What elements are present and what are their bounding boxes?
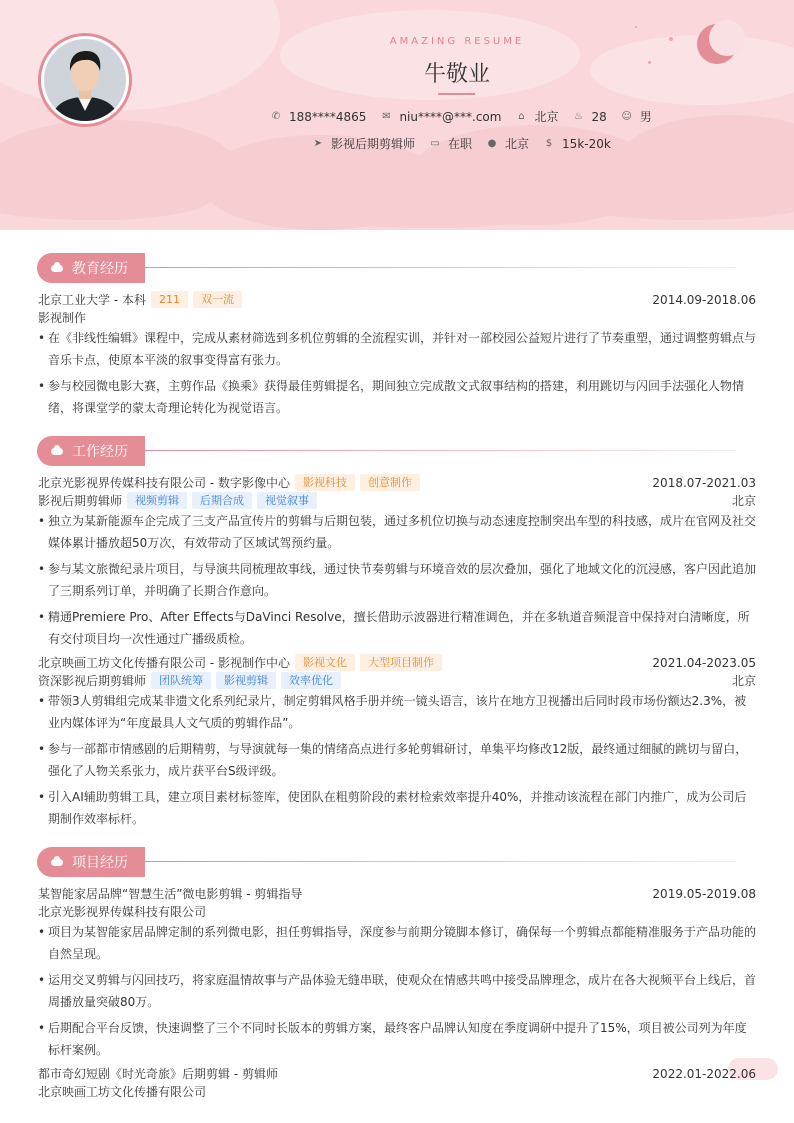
work-company-row: [38, 654, 756, 671]
major: 影视制作: [38, 311, 87, 325]
work-date: 2021.04-2023.05: [652, 655, 756, 670]
cloud-icon: [51, 448, 63, 455]
section-title: 工作经历: [72, 444, 128, 460]
education-header: [38, 291, 756, 308]
project-title: 某智能家居品牌“智慧生活”微电影剪辑 - 剪辑指导: [38, 887, 303, 901]
location-icon: ●: [487, 138, 497, 149]
star-icon: [635, 26, 637, 28]
phone-icon: ✆: [271, 111, 281, 122]
work-bullet: • 独立为某新能源车企完成了三支产品宣传片的剪辑与后期包装，通过多机位切换与动态速度控制突出车型的科技感，成片在官网及社交媒体累计播放超50万次，有效带动了区域试驾预约量。: [38, 510, 756, 554]
section-education: [37, 253, 757, 285]
email: niu****@***.com: [399, 109, 502, 124]
section-divider: [145, 450, 735, 451]
cake-icon: ♨: [573, 111, 583, 122]
job-intent-row: [311, 135, 624, 152]
work-role-row: [38, 672, 756, 689]
cloud-icon: [51, 265, 63, 272]
company-name: 北京光影视界传媒科技有限公司 - 数字影像中心: [38, 476, 290, 490]
section-title: 教育经历: [72, 261, 128, 277]
briefcase-icon: ▭: [430, 138, 440, 149]
section-divider: [145, 267, 735, 268]
project-org-row: [38, 1083, 756, 1100]
header-bottom: [0, 200, 794, 240]
school-tag: 211: [151, 291, 188, 308]
send-icon: ➤: [313, 138, 323, 149]
age: 28: [591, 109, 607, 124]
target-position: 影视后期剪辑师: [331, 137, 416, 151]
skill-tag: 视频剪辑: [127, 492, 187, 509]
resume-subtitle: AMAZING RESUME: [389, 36, 525, 47]
section-title: 项目经历: [72, 855, 128, 871]
skill-tag: 影视剪辑: [216, 672, 276, 689]
project-title-row: [38, 1065, 756, 1082]
job-role: 资深影视后期剪辑师: [38, 674, 147, 688]
work-bullet: • 参与某文旅微纪录片项目，与导演共同梳理故事线，通过快节奏剪辑与环境音效的层次叠加，强化了地域文化的沉浸感，客户因此追加了三期系列订单，并明确了长期合作意向。: [38, 558, 756, 602]
job-status: 在职: [448, 137, 473, 151]
project-bullet: • 项目为某智能家居品牌定制的系列微电影，担任剪辑指导，深度参与前期分镜脚本修订，确保每一个剪辑点都能精准服务于产品功能的自然呈现。: [38, 921, 756, 965]
work-bullet: • 参与一部都市情感剧的后期精剪，与导演就每一集的情绪高点进行多轮剪辑研讨，单集平均修改12版，最终通过细腻的跳切与留白，强化了人物关系张力，成片获平台S级评级。: [38, 738, 756, 782]
project-date: 2022.01-2022.06: [652, 1066, 756, 1081]
mail-icon: ✉: [382, 111, 391, 122]
section-work: [37, 436, 757, 468]
project-title-row: [38, 885, 756, 902]
job-role: 影视后期剪辑师: [38, 494, 123, 508]
candidate-name: 牛敬业: [423, 62, 490, 87]
project-org: 北京映画工坊文化传播有限公司: [38, 1085, 207, 1099]
education-bullet: • 参与校园微电影大赛，主剪作品《换乘》获得最佳剪辑提名，期间独立完成散文式叙事结构的搭建，利用跳切与闪回手法强化人物情绪，将课堂学的蒙太奇理论转化为视觉语言。: [38, 375, 756, 419]
work-bullet: • 带领3人剪辑组完成某非遗文化系列纪录片，制定剪辑风格手册并统一镜头语言，该片在地方卫视播出后同时段市场份额达2.3%，被业内媒体评为“年度最具人文气质的剪辑作品”。: [38, 690, 756, 734]
work-city: 北京: [731, 674, 756, 688]
gender: 男: [639, 110, 652, 124]
project-bullet: • 运用交叉剪辑与闪回技巧，将家庭温情故事与产品体验无缝串联，使观众在情感共鸣中接受品牌理念，成片在各大视频平台上线后，首周播放量突破80万。: [38, 969, 756, 1013]
residence: 北京: [534, 110, 559, 124]
project-org-row: [38, 903, 756, 920]
cloud-icon: [51, 859, 63, 866]
work-bullet: • 精通Premiere Pro、After Effects与DaVinci Resolve，擅长借助示波器进行精准调色，并在多轨道音频混音中保持对白清晰度，所有交付项目均一次性通过广播级质检。: [38, 606, 756, 650]
section-divider: [145, 861, 735, 862]
work-bullet: • 引入AI辅助剪辑工具，建立项目素材标签库，使团队在粗剪阶段的素材检索效率提升40%，并推动该流程在部门内推广，成为公司后期制作效率标杆。: [38, 786, 756, 830]
company-tag: 创意制作: [360, 474, 420, 491]
skill-tag: 团队统筹: [151, 672, 211, 689]
school-tag: 双一流: [193, 291, 242, 308]
work-company-row: [38, 474, 756, 491]
company-tag: 影视文化: [295, 654, 355, 671]
target-city: 北京: [505, 137, 530, 151]
education-major-row: [38, 309, 756, 326]
company-tag: 影视科技: [295, 474, 355, 491]
work-date: 2018.07-2021.03: [652, 475, 756, 490]
contact-row: [269, 108, 665, 125]
project-date: 2019.05-2019.08: [652, 886, 756, 901]
project-title: 都市奇幻短剧《时光奇旅》后期剪辑 - 剪辑师: [38, 1067, 278, 1081]
skill-tag: 视觉叙事: [257, 492, 317, 509]
company-tag: 大型项目制作: [360, 654, 442, 671]
smile-icon: ☺: [621, 111, 632, 122]
money-icon: $: [545, 138, 553, 149]
skill-tag: 后期合成: [192, 492, 252, 509]
work-city: 北京: [731, 494, 756, 508]
name-underline: [438, 93, 475, 95]
expected-salary: 15k-20k: [562, 136, 611, 151]
phone-number: 188****4865: [289, 109, 367, 124]
section-projects: [37, 847, 757, 879]
school-name: 北京工业大学 - 本科: [38, 293, 146, 307]
project-org: 北京光影视界传媒科技有限公司: [38, 905, 207, 919]
company-name: 北京映画工坊文化传播有限公司 - 影视制作中心: [38, 656, 290, 670]
education-bullet: • 在《非线性编辑》课程中，完成从素材筛选到多机位剪辑的全流程实训，并针对一部校园公益短片进行了节奏重塑，通过调整剪辑点与音乐卡点，使原本平淡的叙事变得富有张力。: [38, 327, 756, 371]
education-date: 2014.09-2018.06: [652, 292, 756, 307]
work-role-row: [38, 492, 756, 509]
project-bullet: • 后期配合平台反馈，快速调整了三个不同时长版本的剪辑方案，最终客户品牌认知度在季度调研中提升了15%，项目被公司列为年度标杆案例。: [38, 1017, 756, 1061]
skill-tag: 效率优化: [281, 672, 341, 689]
home-icon: ⌂: [518, 111, 525, 122]
